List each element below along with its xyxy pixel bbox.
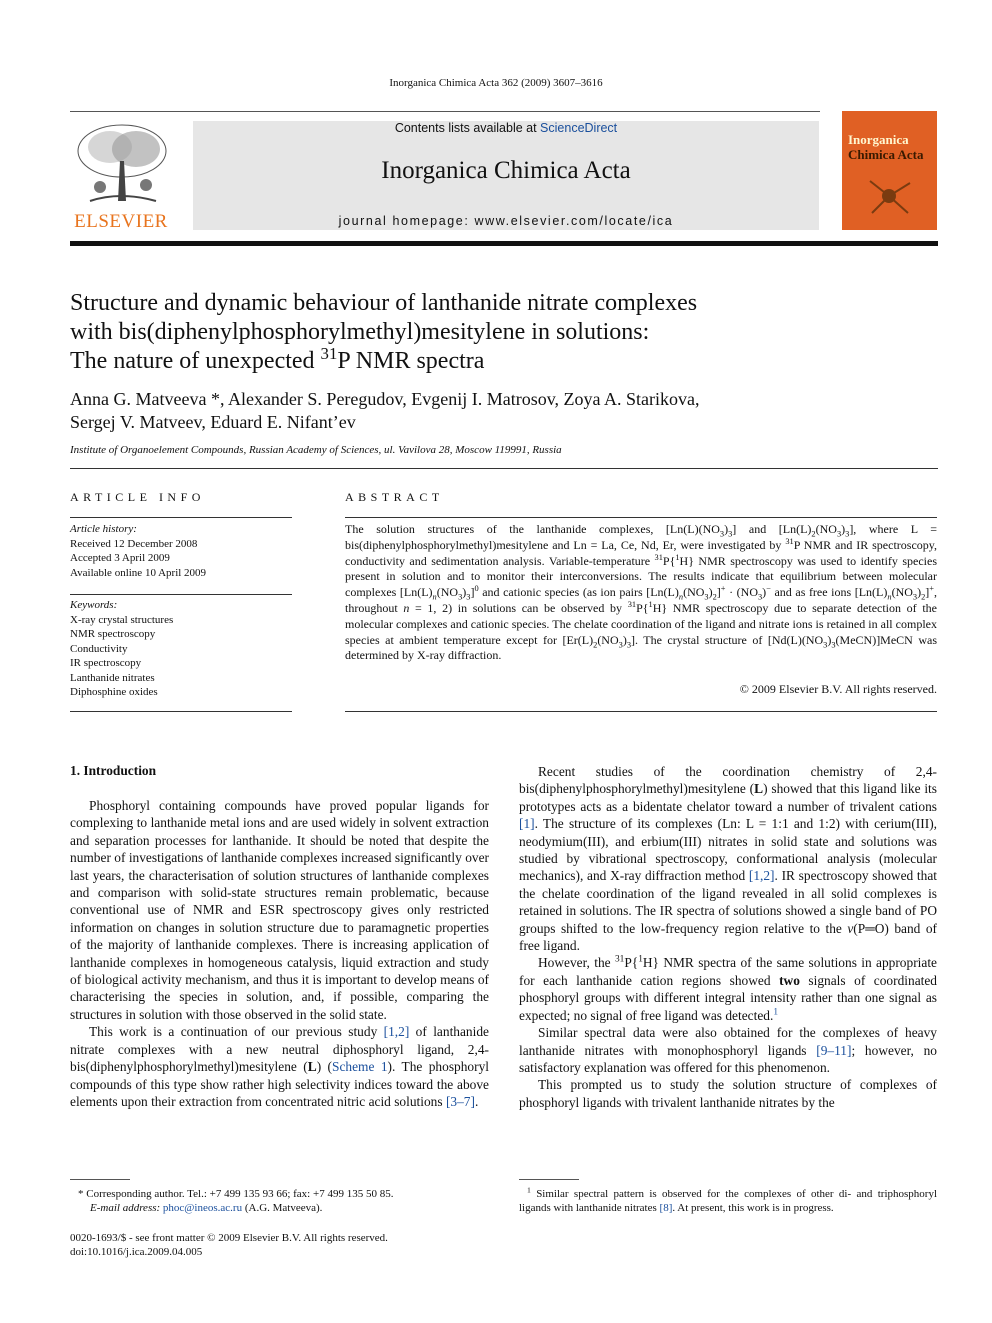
- abstract-rule: [345, 517, 937, 518]
- journal-cover-image: [842, 111, 937, 230]
- contents-prefix: Contents lists available at: [394, 121, 541, 135]
- ref-link[interactable]: [1,2]: [748, 868, 775, 884]
- introduction-heading: 1. Introduction: [70, 763, 157, 778]
- front-matter: [70, 1231, 490, 1259]
- abstract-copyright: © 2009 Elsevier B.V. All rights reserved.: [739, 682, 937, 696]
- keyword: NMR spectroscopy: [70, 628, 156, 640]
- affiliation-rule: [70, 468, 938, 469]
- elsevier-wordmark: ELSEVIER: [74, 211, 168, 232]
- history-received: Received 12 December 2008: [70, 537, 198, 550]
- journal-citation: Inorganica Chimica Acta 362 (2009) 3607–3616: [389, 77, 603, 89]
- ref-link[interactable]: [3–7]: [445, 1093, 475, 1109]
- ref-link[interactable]: [9–11]: [816, 1042, 852, 1058]
- corresponding-line: * Corresponding author. Tel.: +7 499 135 93 66; fax: +7 499 135 50 85.: [78, 1188, 394, 1200]
- cover-title-1: Inorganica: [848, 132, 909, 147]
- right-column: [519, 763, 937, 1111]
- footnote-1: $^1$ Similar spectral pattern is observed for the complexes of other di- and triphosphoryl ligands with lanthanide nitrates [8]. At present, this work is in progress.: [519, 1185, 937, 1214]
- keyword: Lanthanide nitrates: [70, 671, 155, 684]
- article-info-heading: ARTICLE INFO: [70, 490, 205, 504]
- header-divider: [70, 111, 820, 112]
- keyword: Conductivity: [70, 642, 128, 655]
- paragraph: However, the $^{31}$P{$^1$H} NMR spectra of the same solutions in appropriate for each lanthanide cation regions showed two signals of coordinated phosphoryl groups with different integral intensity rather than one signal as expected; no signal of free ligand was detected.$^1$: [519, 955, 937, 1023]
- title-line-3: [70, 344, 830, 376]
- email-label: E-mail address:: [90, 1202, 163, 1214]
- ref-link[interactable]: [1]: [519, 816, 535, 832]
- title-line-1: Structure and dynamic behaviour of lanthanide nitrate complexes: [70, 290, 698, 316]
- ref-link[interactable]: [1,2]: [383, 1024, 410, 1040]
- abstract-bottom-rule: [345, 711, 937, 712]
- ref-link[interactable]: [8]: [659, 1202, 673, 1214]
- paragraph: Recent studies of the coordination chemistry of 2,4-bis(diphenylphosphorylmethyl)mesitylene (L) showed that this ligand like its prototypes acts as a bidentate chelator toward a number of trivalent cations [1]. The structure of its complexes (Ln: L = 1:1 and 1:2) with cerium(III), neodymium(III), and erbium(III) nitrates in solid state and solutions was studied by vibrational spectroscopy, conformational analysis (molecular mechanics), and X-ray diffraction method [1,2]. IR spectroscopy showed that the chelate coordination of the ligand revealed in all solid complexes is retained in solutions. The IR spectra of solutions showed a single band of PO groups shifted to the low-frequency region relative to the ν(P═O) band of free ligand.: [519, 764, 937, 954]
- history-accepted: Accepted 3 April 2009: [70, 552, 170, 564]
- title-line-2: with bis(diphenylphosphorylmethyl)mesitylene in solutions:: [70, 319, 650, 345]
- affiliation: Institute of Organoelement Compounds, Russian Academy of Sciences, ul. Vavilova 28, Moscow 119991, Russia: [70, 444, 562, 456]
- paragraph: Similar spectral data were also obtained for the complexes of heavy lanthanide nitrates with monophosphoryl ligands [9–11]; however, no satisfactory explanation was offered for this phenomenon.: [519, 1025, 937, 1075]
- keywords-label: Keywords:: [70, 599, 118, 611]
- footnote-rule-right: [519, 1179, 579, 1180]
- header-thick-rule: [70, 241, 938, 246]
- authors-line-2: Sergej V. Matveev, Eduard E. Nifant’ev: [70, 412, 356, 432]
- sciencedirect-link[interactable]: ScienceDirect: [540, 121, 618, 135]
- history-label: Article history:: [70, 523, 137, 535]
- journal-title: Inorganica Chimica Acta: [381, 157, 631, 184]
- footnote-rule-left: [70, 1179, 130, 1180]
- corresponding-author-note: [78, 1187, 490, 1215]
- article-info-rule: [70, 517, 292, 518]
- paragraph: This work is a continuation of our previous study [1,2] of lanthanide nitrate complexes with a new neutral diphosphoryl ligand, 2,4-bis(diphenylphosphorylmethyl)mesitylene (L) (Scheme 1). The phosphoryl compounds of this type show rather high selectivity indices toward the above elements upon their extraction from concentrated nitric acid solutions [3–7].: [70, 1024, 489, 1109]
- history-online: Available online 10 April 2009: [70, 566, 207, 579]
- keyword: X-ray crystal structures: [70, 613, 174, 626]
- abstract-body: The solution structures of the lanthanide complexes, $[Ln(L)(NO_3)_3]$ and $[Ln(L)_2(NO_3)_3]$, where L = bis(diphenylphosphorylmethyl)mesitylene and Ln = La, Ce, Nd, Er, were investigated by $^{31}$P NMR and IR spectroscopy, conductivity and sedimentation analysis. Variable-temperature $^{31}$P{$^1$H} NMR spectroscopy was used to identify species present in solution and to monitor their interconversions. The results indicate that equilibrium between molecular complexes $[Ln(L)_n(NO_3)_3]^0$ and cationic species (as ion pairs $[Ln(L)_n(NO_3)_2]^+ \cdot (NO_3)^-$ and as free ions $[Ln(L)_n(NO_3)_2]^+$, throughout n = 1, 2) in solutions can be observed by $^{31}$P{$^1$H} NMR spectroscopy due to separate detection of the molecular complexes and cationic species. The chelate coordination of the ligand and nitrate ions is retained in all complex species at ambient temperature except for $[Er(L)_2(NO_3)_3]$. The crystal structure of $[Nd(L)(NO_3)_3(MeCN)]MeCN$ was determined by X-ray diffraction.: [345, 522, 938, 663]
- article-title: [70, 289, 830, 376]
- journal-homepage[interactable]: journal homepage: www.elsevier.com/locate/ica: [338, 214, 674, 228]
- article-history: [70, 522, 292, 580]
- keyword: Diphosphine oxides: [70, 686, 158, 698]
- keyword: IR spectroscopy: [70, 657, 142, 669]
- left-column: [70, 797, 489, 1110]
- authors-line-1: Anna G. Matveeva *, Alexander S. Peregudov, Evgenij I. Matrosov, Zoya A. Starikova,: [70, 389, 700, 409]
- title-line-3-pre: The nature of unexpected: [70, 348, 321, 374]
- title-line-3-post: P NMR spectra: [337, 348, 485, 374]
- doi-line[interactable]: doi:10.1016/j.ica.2009.04.005: [70, 1246, 203, 1258]
- elsevier-tree-icon: [70, 121, 172, 209]
- keywords-rule: [70, 594, 292, 595]
- keywords-block: [70, 598, 292, 700]
- scheme-link[interactable]: Scheme 1: [332, 1059, 388, 1075]
- footnote-link[interactable]: 1: [773, 1007, 779, 1018]
- elsevier-logo: [70, 121, 172, 231]
- issn-line: 0020-1693/$ - see front matter © 2009 Elsevier B.V. All rights reserved.: [70, 1232, 388, 1244]
- paragraph: This prompted us to study the solution structure of complexes of phosphoryl ligands with trivalent lanthanide nitrates by the: [519, 1077, 937, 1110]
- cover-molecule-icon: [862, 171, 917, 221]
- abstract-heading: ABSTRACT: [345, 490, 444, 504]
- email-link[interactable]: phoc@ineos.ac.ru: [162, 1202, 243, 1214]
- contents-line: [193, 121, 819, 135]
- author-list: [70, 388, 830, 434]
- email-suffix: (A.G. Matveeva).: [242, 1202, 323, 1214]
- keywords-bottom-rule: [70, 711, 292, 712]
- cover-title-2: Chimica Acta: [848, 147, 924, 162]
- title-sup: 31: [320, 344, 338, 363]
- paragraph: Phosphoryl containing compounds have proved popular ligands for complexing to lanthanide metal ions and are used widely in solvent extraction and separation processes for lanthanide. It should be noted that despite the number of investigations of lanthanide complexes increased significantly over last years, the characterisation of solution structures of lanthanide complexes and comparison with solid-state structures remain problematic, because conventional use of NMR and ESR spectroscopy gives only restricted information on changes in solution structure due to paramagnetic properties of the majority of lanthanide complexes. There is increasing application of lanthanide complexes in homogeneous catalysis, liquid extraction and study of biological activity mechanism, and thus it is important to develop means of characterising the species in solution, and, if possible, comparing the structures in solution with those observed in the solid state.: [70, 798, 489, 1022]
